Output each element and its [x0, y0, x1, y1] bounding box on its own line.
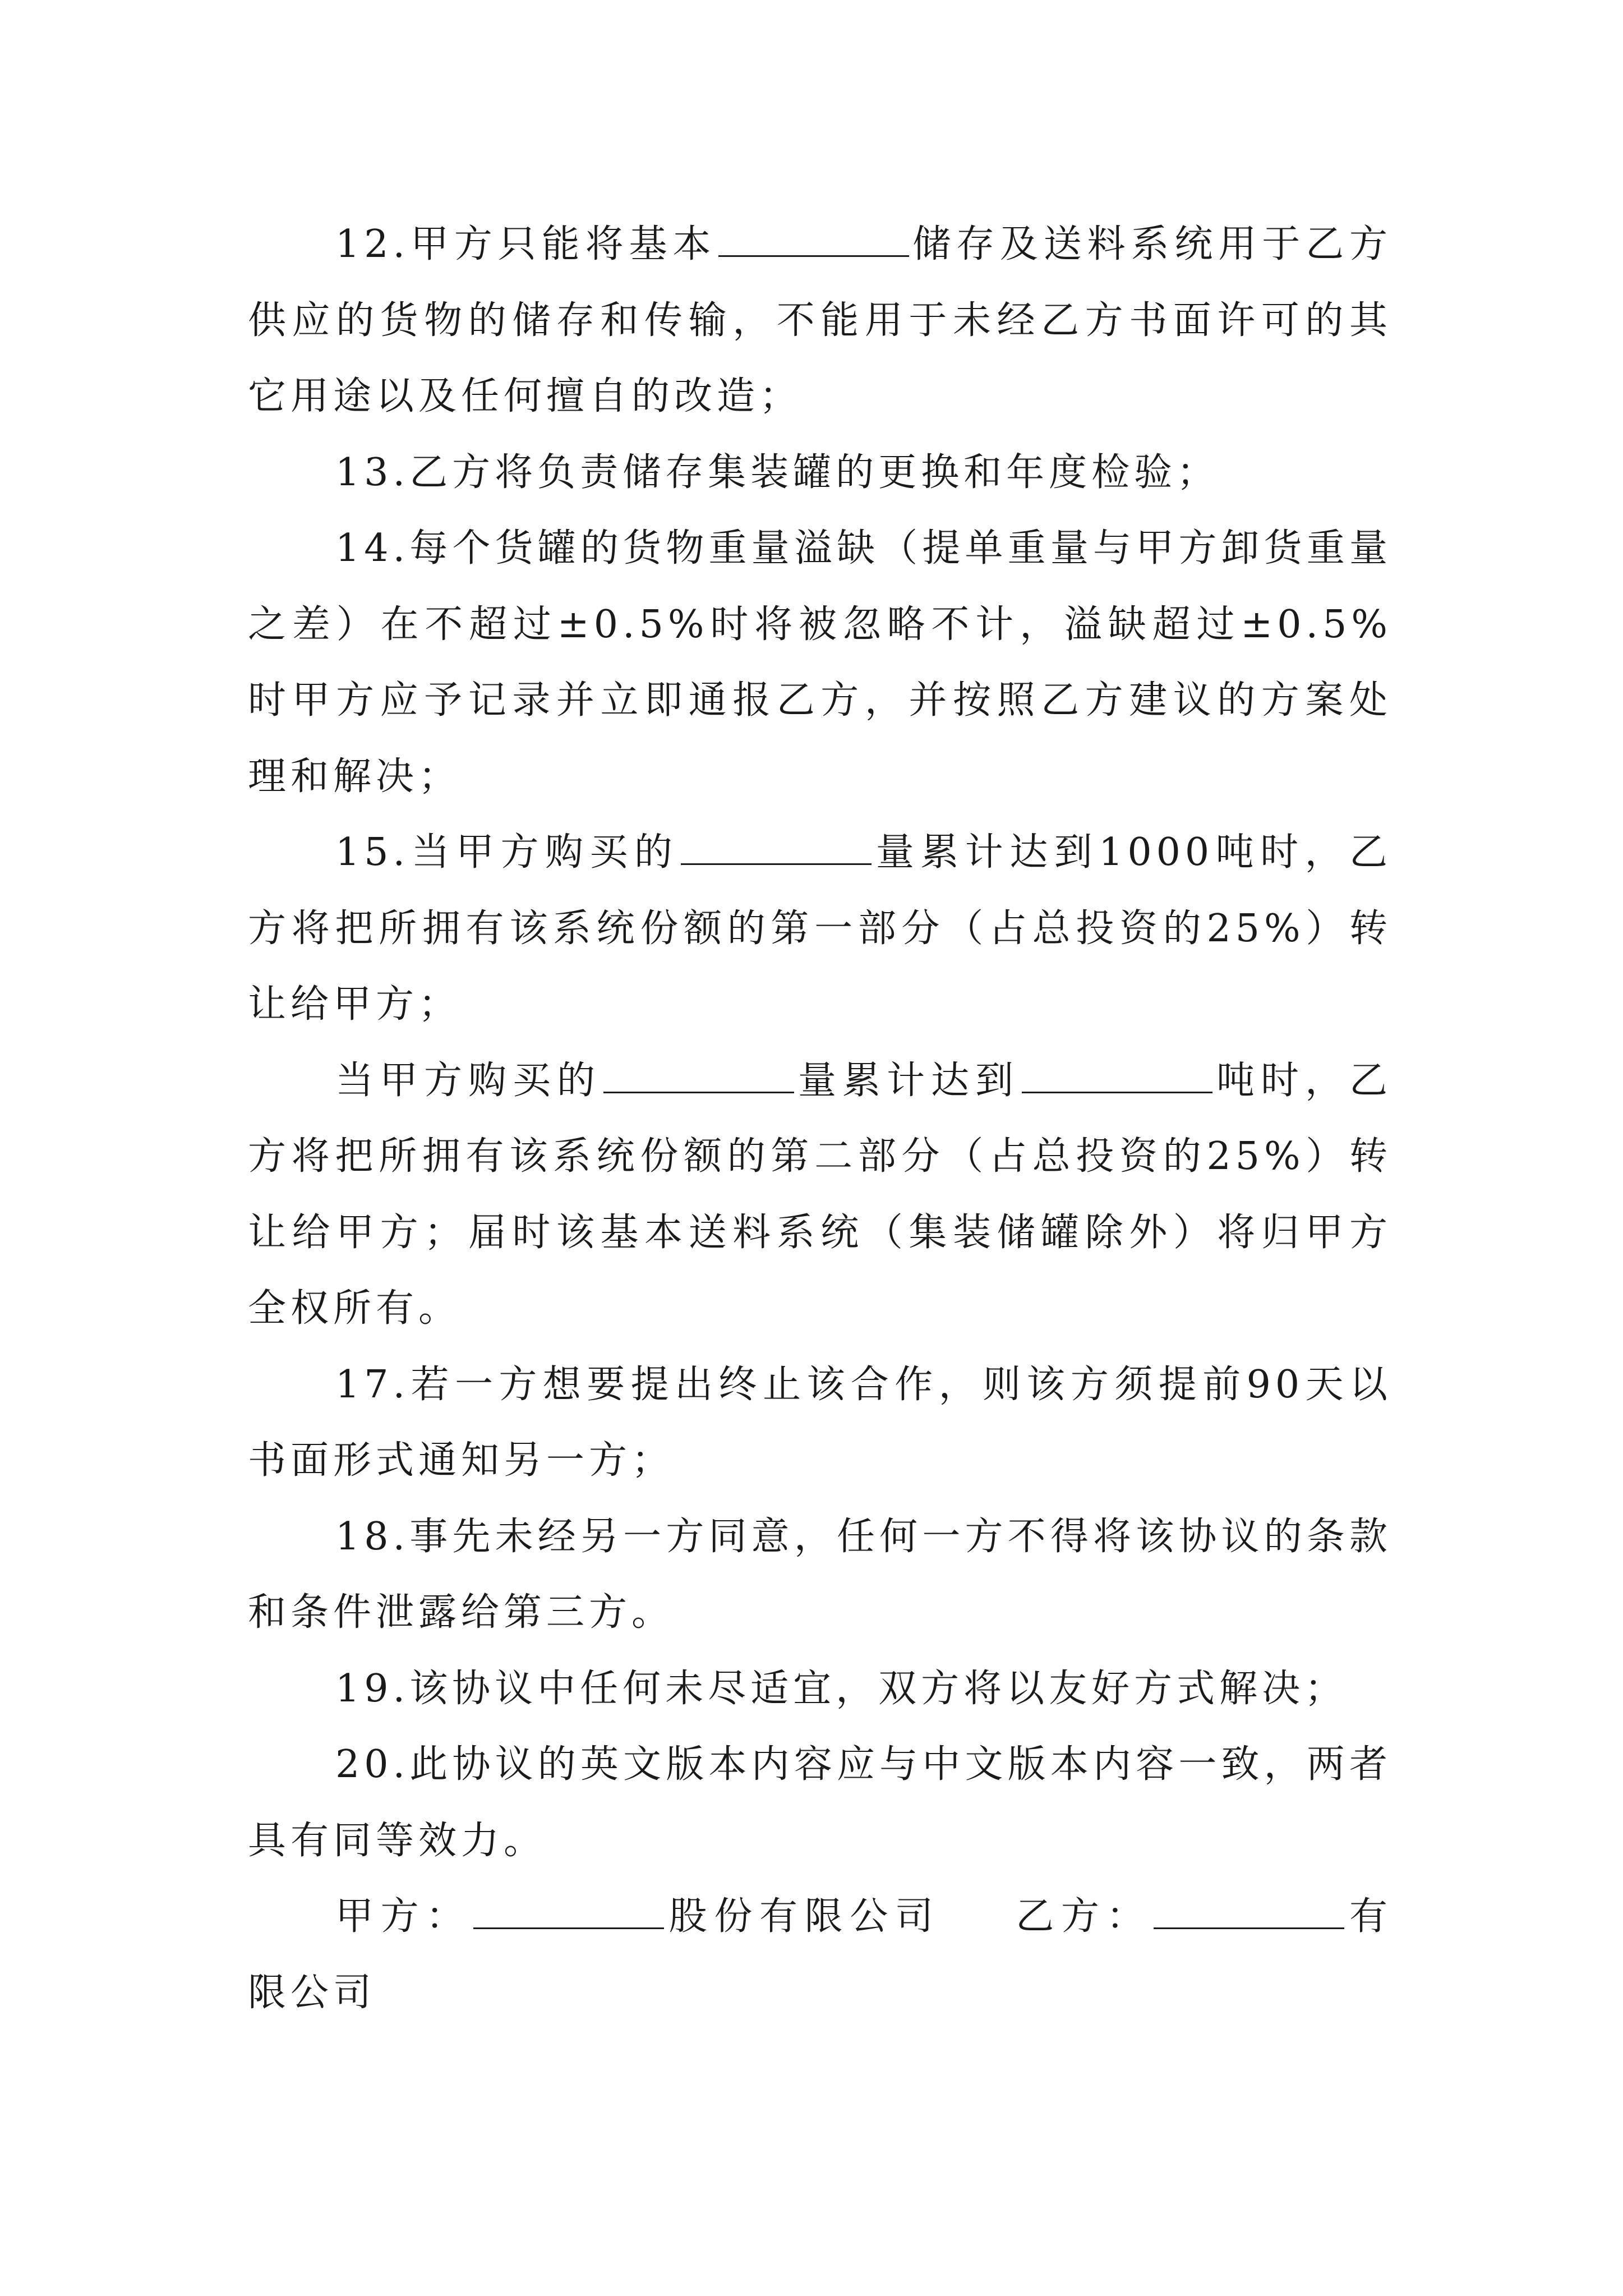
- fill-blank: [603, 1058, 794, 1093]
- party-a-suffix: 股份有限公司: [666, 1894, 940, 1939]
- clause-20: 20.此协议的英文版本内容应与中文版本内容一致，两者具有同等效力。: [248, 1742, 1392, 1863]
- clause-19: 19.该协议中任何未尽适宜，双方将以友好方式解决；: [335, 1666, 1348, 1711]
- fill-blank: [681, 830, 872, 865]
- party-a-label: 甲方：: [335, 1894, 471, 1939]
- fill-blank: [1022, 1058, 1212, 1093]
- clause-13: 13.乙方将负责储存集装罐的更换和年度检验；: [335, 450, 1220, 495]
- clause-15: 15.当甲方购买的 量累计达到1000吨时，乙方将把所拥有该系统份额的第一部分（占总投资的25%）转让给甲方；: [248, 830, 1392, 1027]
- party-b-name-blank: [1154, 1894, 1344, 1929]
- clause-18: 18.事先未经另一方同意，任何一方不得将该协议的条款和条件泄露给第三方。: [248, 1514, 1392, 1635]
- clause-16: 当甲方购买的 量累计达到 吨时，乙方将把所拥有该系统份额的第二部分（占总投资的25%）转让给甲方；届时该基本送料系统（集装储罐除外）将归甲方全权所有。: [248, 1058, 1392, 1331]
- clause-12: 12.甲方只能将基本 储存及送料系统用于乙方供应的货物的储存和传输，不能用于未经乙方书面许可的其它用途以及任何擅自的改造；: [248, 222, 1392, 418]
- fill-blank: [718, 222, 909, 257]
- party-b-suffix: 有限公司: [248, 1894, 1392, 2015]
- signature-line: [248, 1879, 1392, 2031]
- clause-17: 17.若一方想要提出终止该合作，则该方须提前90天以书面形式通知另一方；: [248, 1362, 1392, 1483]
- contract-body: [248, 206, 1392, 2031]
- party-b-label: 乙方：: [1013, 1894, 1152, 1939]
- clause-14: 14.每个货罐的货物重量溢缺（提单重量与甲方卸货重量之差）在不超过±0.5%时将被忽略不计，溢缺超过±0.5%时甲方应予记录并立即通报乙方，并按照乙方建议的方案处理和解决；: [248, 526, 1392, 799]
- party-a-name-blank: [473, 1894, 664, 1929]
